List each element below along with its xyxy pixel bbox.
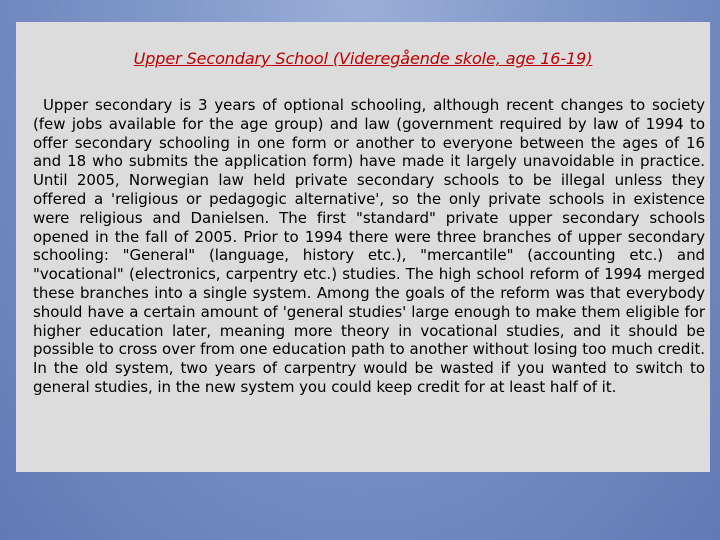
slide-title: Upper Secondary School (Videregående skole, age 16-19) [133, 49, 593, 68]
slide-body-text: Upper secondary is 3 years of optional schooling, although recent changes to society (few jobs available for the age group) and law (government required by law of 1994 to offer secondary schooling in one form or another to everyone between the ages of 16 and 18 who submits the application form) have made it largely unavoidable in practice. Until 2005, Norwegian law held private secondary schools to be illegal unless they offered a 'religious or pedagogic alternative', so the only private schools in existence were religious and Danielsen. The first "standard" private upper secondary schools opened in the fall of 2005. Prior to 1994 there were three branches of upper secondary schooling: "General" (language, history etc.), "mercantile" (accounting etc.) and "vocational" (electronics, carpentry etc.) studies. The high school reform of 1994 merged these branches into a single system. Among the goals of the reform was that everybody should have a certain amount of 'general studies' large enough to make them eligible for higher education later, meaning more theory in vocational studies, and it should be possible to cross over from one education path to another without losing too much credit. In the old system, two years of carpentry would be wasted if you wanted to switch to general studies, in the new system you could keep credit for at least half of it. [33, 96, 705, 396]
content-card [16, 22, 710, 472]
